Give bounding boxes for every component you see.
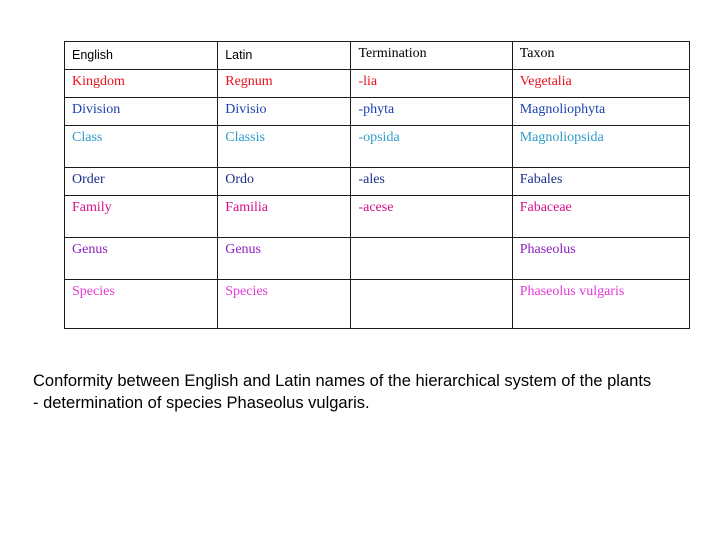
table-row [65, 70, 690, 98]
cell-taxon: Vegetalia [512, 70, 689, 98]
cell-latin: Classis [218, 126, 351, 168]
cell-english: Kingdom [65, 70, 218, 98]
caption-line-1: Conformity between English and Latin names of the hierarchical system of the plants [33, 372, 652, 390]
cell-latin: Regnum [218, 70, 351, 98]
cell-latin: Divisio [218, 98, 351, 126]
cell-english: Order [65, 168, 218, 196]
caption [33, 370, 713, 414]
cell-latin: Familia [218, 196, 351, 238]
cell-latin: Species [218, 280, 351, 329]
cell-english: Family [65, 196, 218, 238]
cell-english: Class [65, 126, 218, 168]
header-taxon: Taxon [512, 42, 689, 70]
cell-taxon: Magnoliopsida [512, 126, 689, 168]
table-row [65, 280, 690, 329]
taxonomy-table [64, 41, 690, 329]
table-row [65, 168, 690, 196]
caption-line-2: - determination of species Phaseolus vulgaris. [33, 394, 370, 412]
cell-taxon: Fabales [512, 168, 689, 196]
cell-termination [351, 280, 512, 329]
cell-latin: Genus [218, 238, 351, 280]
table-row [65, 238, 690, 280]
cell-termination [351, 238, 512, 280]
cell-english: Division [65, 98, 218, 126]
header-termination: Termination [351, 42, 512, 70]
header-latin: Latin [218, 42, 351, 70]
cell-latin: Ordo [218, 168, 351, 196]
cell-termination: -ales [351, 168, 512, 196]
cell-taxon: Phaseolus vulgaris [512, 280, 689, 329]
cell-termination: -opsida [351, 126, 512, 168]
table-row [65, 126, 690, 168]
cell-taxon: Magnoliophyta [512, 98, 689, 126]
cell-termination: -lia [351, 70, 512, 98]
cell-termination: -phyta [351, 98, 512, 126]
cell-english: Genus [65, 238, 218, 280]
header-english: English [65, 42, 218, 70]
cell-taxon: Fabaceae [512, 196, 689, 238]
cell-taxon: Phaseolus [512, 238, 689, 280]
table-header-row [65, 42, 690, 70]
cell-termination: -acese [351, 196, 512, 238]
table-row [65, 196, 690, 238]
cell-english: Species [65, 280, 218, 329]
table-row [65, 98, 690, 126]
